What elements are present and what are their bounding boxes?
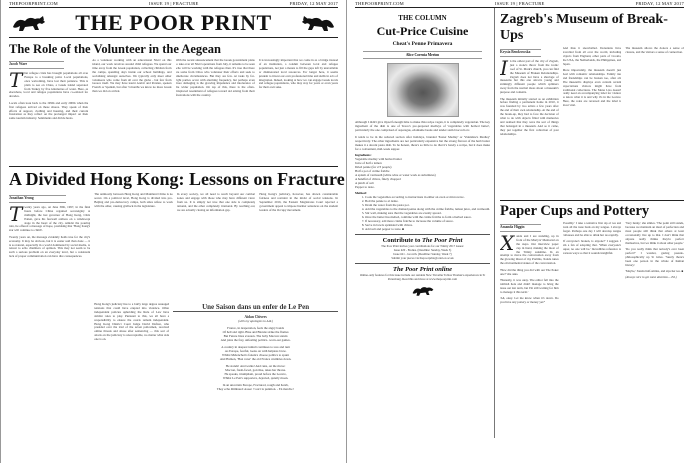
top-bar <box>355 0 684 8</box>
online-title: The Poor Print online <box>392 266 453 273</box>
lion-emblem-icon <box>298 13 338 33</box>
column-subtitle: Cheat's Penne Primavera <box>392 41 453 47</box>
contribute-line: The Poor Print invites your contributions for our Trinity 2017 issues: <box>381 244 464 248</box>
dropcap: T <box>9 201 23 226</box>
poem-line: And joins the fray, unfeeling politics- worn-out games. <box>220 338 291 342</box>
date-label: FRIDAY, 12 MAY 2017 <box>289 1 338 6</box>
paragraph: 'Possibly.' I take a tentative first sip of tea and burn all the taste buds on my tongue. I always forget. Perhaps one day I will develop tongue callouses and be able to drink hot tea rapidly. <box>562 222 622 237</box>
poem-line: Macron, fresh-faced, god-like, takes her throne. <box>225 368 286 372</box>
poem-line: As Europe, fearful, looks on with helpless brow. <box>224 349 287 353</box>
right-main-column <box>495 8 684 438</box>
poem-line: Of hell and right. Blue and Blonde strike the flames <box>222 330 289 334</box>
article-headline-aegean: The Role of the Volunteer in the Aegean <box>9 42 221 56</box>
paragraph: The animosity between Hong Kong and Mainland China is no secret. On a political level, Hong Kong is divided into pro-Beijing and pro-democracy camps, both sides refuse to work with the other, causing gridlock in the legislature. <box>94 193 173 208</box>
ingredient: Vegetable medley with herbed butter <box>355 157 402 161</box>
poem-box <box>173 303 338 443</box>
contribute-line: Issue #21 - Growth. (Deadline: Sunday, Week 7) <box>393 252 452 256</box>
online-text: Online-only features for this issue include our resident New Traveller Tobias Thomas's experiences in St Petersburg. Read this and more at www.thepoorprint.com <box>359 273 486 281</box>
ingredient: Pepper to taste. <box>355 185 375 189</box>
pasta-dish-photo <box>387 63 459 117</box>
contribute-title-em: The Poor Print <box>421 237 463 244</box>
site-name[interactable]: THEPOORPRINT.COM <box>9 1 58 6</box>
paragraph: It is increasingly important that we come in as a bridge instead of an institution, a conduit between local and refugee populations, not just a means to fill the gaps left by unavailable or disinterested local resources. For longer here, it seems prudent to invest our own professional time and skills in acts of integration. Indeed, looking at how we can engage Greek locals and refugee populations, who may stay for years or even years for their own sake. <box>258 59 338 90</box>
top-bar <box>9 0 338 8</box>
paragraph: 'Honestly, it was okay. The editor fell into the rubbish hole and didn't manage to bring the issue out last term, but I'm still waiting for him to manage it this term.' <box>500 277 559 294</box>
dropcap: X <box>500 230 515 255</box>
lion-emblem-icon <box>410 284 436 297</box>
article-byline: Amanda Higgin <box>500 224 541 232</box>
dropcap: I <box>500 55 508 80</box>
paragraph: Hong Kong's judiciary, however, has shown considerable fairness and restraint in the midst of social tensions. In September 2016, the Eastern Magistrates Court rejected a government appeal to impose harsher sentences on the student leaders of the Occupy movement. <box>259 193 338 212</box>
right-newspaper-page <box>346 0 692 463</box>
paragraph: hat refugee crisis has brought populations all over Europe to a breaking point. Local populations, once welcoming, have lost their patience. This is plain to see on Chios, a Greek island separated from Turkey by five kilometres of water. Here, as elsewhere, local and refugee populations have co-existed for decades. <box>9 70 89 99</box>
paragraph: 'Very funny,' she smiles. 'The point still stands, because we maintain an ideal of perfection and most people still think that others at least occasionally live up to that. I don't think that anyone really thinks they're perfect themselves, but we think it about other people.' <box>625 222 685 245</box>
poem-line: France, in desperation, feels the angry bands <box>227 326 284 330</box>
paragraph: It tends to be in the reduced section after holidays, branded 'Easter Medley' or 'Valentine's Medley' respectively. The other ingredients are not particularly expensive but the strong flavour of the herb butter makes it a decent pasta dish. To be honest, there's so little to do that it's barely a recipe, but it does make for a convenient, mid-week supper. <box>355 134 490 151</box>
article-byline: Jonathan Yeung <box>9 195 66 203</box>
article-headline-hong-kong: A Divided Hong Kong: Lessons on Fracture <box>9 169 345 189</box>
article-body-paper-cups <box>500 222 684 452</box>
issue-label: ISSUE 19 | FRACTURE <box>149 1 199 6</box>
masthead-title: THE POOR PRINT <box>75 9 272 35</box>
article-headline-zagreb: Zagreb's Museum of Break-Ups <box>500 12 668 43</box>
paragraph: Locals often look back to the 1990s and early 2000s when the first refugees arrived on these shores. They speak of their efforts of support, clothing and housing, and their current frustration as they reflect on the prolonged impact on their same tourism industry. Sentiments and divide hosts. <box>9 100 89 121</box>
method-list <box>355 195 490 231</box>
ingredient: Half a pot of crème fraîche <box>355 169 390 173</box>
poem-line: He stands! And walks! And runs, on the move: <box>225 364 286 368</box>
contribute-title-prefix: Contribute to <box>382 237 422 244</box>
paragraph: Although I didn't give myself enough time to make this recipe vegan, it is completely vegetarian. The key ingredient of the dish is one of Tesco's pre-prepared medleys of 'vegetables with herbed butter', particularly the one comprised of asparagus, edamame beans and tender stem broccoli etc. <box>355 120 490 132</box>
paragraph: The museum initially started as an exhibition before finding a permanent home in 2010, it was founded by two artists a few years after the end of their own relationship. At the end of the break-up, they had to face the decision of what to do with objects filled with memories and realised that they were the sort of things that belonged in a museum. And so it came, they put together the first collection of past relationships. <box>500 96 559 136</box>
poem-stanza <box>173 345 338 361</box>
poem-line: But Future bites evasion. The baby Macron stands <box>223 334 288 338</box>
paragraph: 'Maybe,' Xanda half-smiles, and sips her tea. ■ <box>625 268 684 273</box>
poem-title: Une Saison dans un enfer de Le Pen <box>173 305 338 312</box>
article-body-aegean <box>9 59 338 164</box>
poem-author: Aidan Chivers <box>244 315 267 319</box>
poem-line: A country in deepest tumult continues to toss and turn <box>221 345 290 349</box>
paragraph: The museum allows the donors a sense of closure, and the visitors a sense of connection. <box>625 47 685 54</box>
paragraph: With the recent announcement that the Greek government plans to take over all NGO operations from July, it remains to be seen who will be working with the refugees then. It's true that there are some from Chios who volunteer their efforts and seek to ameliorate circumstances. But they are few. At tasks by far-right parties occur with alarming frequency, but perhaps even more damaging is the growing impatience and intolerance of the wider population. On top of this, there is the often-misplaced resentment of refugees toward aid arising from their frustrations with the country. <box>175 59 255 98</box>
ingredient: A handful of chives, finely chopped <box>355 177 401 181</box>
method-step: 2. Boil the penne to al dente. <box>365 199 490 203</box>
poem-stanza <box>173 364 338 380</box>
article-headline-paper-cups: Paper Cups and Pottery <box>500 200 684 220</box>
poem-stanza <box>173 326 338 342</box>
lion-emblem-icon <box>9 13 49 33</box>
poem-line: Whilst Le Pen's supporters, dejected, quietly moan. <box>222 376 289 380</box>
method-step: 6. Once the butter has melted, combine with the crème fraîche to form a herbed sauce. <box>365 215 490 219</box>
article-body-hong-kong <box>9 193 338 453</box>
date-label: FRIDAY, 12 MAY 2017 <box>635 1 684 6</box>
method-step: 4. Add the vegetables to the drained penne along with the crème fraîche, lemon juice, and vermouth. <box>365 207 490 211</box>
paragraph: 'If everyone's broken, is anyone?' I suggest. I am a fan of adopting that. 'When everyone's super, no one will be.' Incredibles reference to various ways so that it sounds insightful. <box>562 239 622 255</box>
paragraph: wenty years ago, on June 30th, 1997, in the final hours before China regained sovereignty at midnight, the last governor of Hong Kong, Chris Patten, gave his farewell address on a windswept stage in the heart of the city. Amidst the pouring rain, he offered a message of hope, promising that 'Hong Kong's star will continue to climb'. <box>9 204 91 233</box>
masthead <box>9 8 338 38</box>
method-step: 3. Drain the water from the pasta pot. <box>365 203 490 207</box>
ingredients-list <box>355 157 490 189</box>
paragraph: Hong Kong's judiciary has to a fairly large degree assuaged tensions that could have erupted into violence. Other independent policies upholding the Rule of Law have similar roles to play. Pursuant to this, we all have a responsibility to ensure the courts remain independent. Hong Kong District Court Judge David Dufton, who presided over the trial of the seven policemen, received online threats and abuse after sentencing — this sort of attack on the judiciary is unacceptable, no matter what side one is on. <box>94 303 170 342</box>
paragraph: 'Ah, okay. Let me know when it's down. Do you have any pottery or money yet?' <box>500 296 559 304</box>
site-name[interactable]: THEPOORPRINT.COM <box>355 1 404 6</box>
poem-line: He speaks, triumphant, proud before the Louvre, <box>224 372 287 376</box>
method-step: 8. Serve in bowls sprinkled with chives. <box>365 223 490 227</box>
method-step: 9. Add salt and pepper to taste. ■ <box>365 227 490 231</box>
issue-label: ISSUE 19 | FRACTURE <box>495 1 545 6</box>
method-step: 1. Cook the vegetables according to instructions in either an oven or microwave. <box>365 195 490 199</box>
dropcap: T <box>9 67 23 92</box>
ingredient: Dried penne (for 2/3 people) <box>355 165 392 169</box>
contribute-email[interactable]: Submit your pieces via thepoorprint@oriel.ox.ac.uk <box>391 256 454 260</box>
paragraph: In every society, we all need to reach beyond our comfort zones and engage with those who may have different views from us. It is simply not true that one side is completely rational, and the other completely irrational. By reaching out, we are actually closing an information gap. <box>176 193 256 212</box>
paragraph: anda and I are standing, up in front of the Martyrs' Memorial on the steps. Our interview paper cup in hand, making the most of the Trinity sunshine. In an attempt to move the conversation away from the glowing threat of my Prelims, Xanda tunes the environmental stakes of the conversation. <box>500 233 559 266</box>
poem-line: Whilst Mélenchon's fanatics choose politics to spurn <box>222 353 290 357</box>
ingredient: Juice of half a lemon <box>355 161 382 165</box>
online-box <box>355 263 490 302</box>
paragraph: Twenty years on, the message evidently holds true for the city's economy. It may be obvious, but it is easier said than done — it is so natural, especially in a world dominated by social media, to retreat to echo chambers of opinion. This may not seem to be such a serious problem on an everyday level, but a consistent lack of proper communication can have dire consequences. <box>9 234 91 259</box>
paragraph: 'Do you really think that nobody's ever been perfect?' I wonder, gazing pseudo-philosophically up St Giles. 'Surely there's been one person in the whole of human history.' <box>625 246 685 267</box>
contribute-line: Issue #20 - Bodies. (Deadline: Sunday, Week 5) <box>393 248 452 252</box>
contribute-box <box>355 234 490 260</box>
poem-line: They echo Rimbaud: Assez ! voici la punition. - En marche ! <box>216 387 295 391</box>
poem-line: And Hamon, 'Hon voter' the old France crumbles down. <box>219 357 292 361</box>
poem-stanza <box>173 383 338 391</box>
method-step: 7. If necessary, add more crème fraîche to increase the volume of sauce. <box>365 219 490 223</box>
article-body-zagreb <box>500 47 684 197</box>
ingredient: A splash of vermouth (white wine or water work as substitutes) <box>355 173 436 177</box>
ingredient: A pinch of salt <box>355 181 374 185</box>
column-kicker: THE COLUMN <box>398 14 447 22</box>
paragraph: As a volunteer working with an educational NGO on this island, our work revolves around child refugees. We spend our time away from the Greek population, collecting children from the camps, spending days inside our school buildings, and socialising amongst ourselves. We typically only meet other volunteers who come from all over the globe - but few from Greece itself. We may have learnt Arabic and Persian, spoken French or Spanish, but after 3 months we know no more Greek than we did on arrival. <box>92 59 172 94</box>
article-byline: Jacob Ware <box>9 61 64 69</box>
column-author: Alice Corrnia Merion <box>363 51 482 59</box>
column-sidebar <box>355 8 495 438</box>
paragraph: 'How did the thing you did with our The Poker one?' she asks. <box>500 267 559 276</box>
ingredients-label: Ingredients: <box>355 153 372 157</box>
method-label: Method: <box>355 191 367 195</box>
poem-line: In an uncertain Europe, Fractured, rough and harsh, <box>222 383 289 387</box>
method-step: 5. Stir well, making sure that the vegetables are evenly spread. <box>365 211 490 215</box>
paragraph: More importantly, the museum doesn't just deal with romantic relationships. Family ties and friendships can be broken too, after all. The museum's displays even contain certain expectations visitors might have from traditional collections. The Mona Lisa doesn't really need an accompanying label for visitors to know what it is and why it's in the Louvre. Here, the roles are reversed and the label is most vital. <box>562 68 622 108</box>
editor-note: (Always nice to get some attention— Ed.) <box>625 275 677 280</box>
column-title: Cut-Price Cuisine <box>376 24 469 38</box>
paragraph: And thus it snowballed. Donations have travelled from all over the world, including objects from England, other parts of Croatia, the USA, the Netherlands, the Philippines, and Japan. <box>562 47 622 66</box>
article-byline: Krysia Bendzowska <box>500 49 541 57</box>
poem-subtitle: (with my apologies to A.R.) <box>238 319 273 323</box>
paragraph: n the oldest part of the city of Zagreb, just a stone's throw from the iconic roof of St. Mark's church, you can find the Museum of Broken Relationships. Zagreb does not have a shortage of museums but this one attracts young and strikingly different people which splinters away from the normal ideas about a museum's purpose and contents. <box>500 58 559 95</box>
contribute-title <box>355 237 490 244</box>
